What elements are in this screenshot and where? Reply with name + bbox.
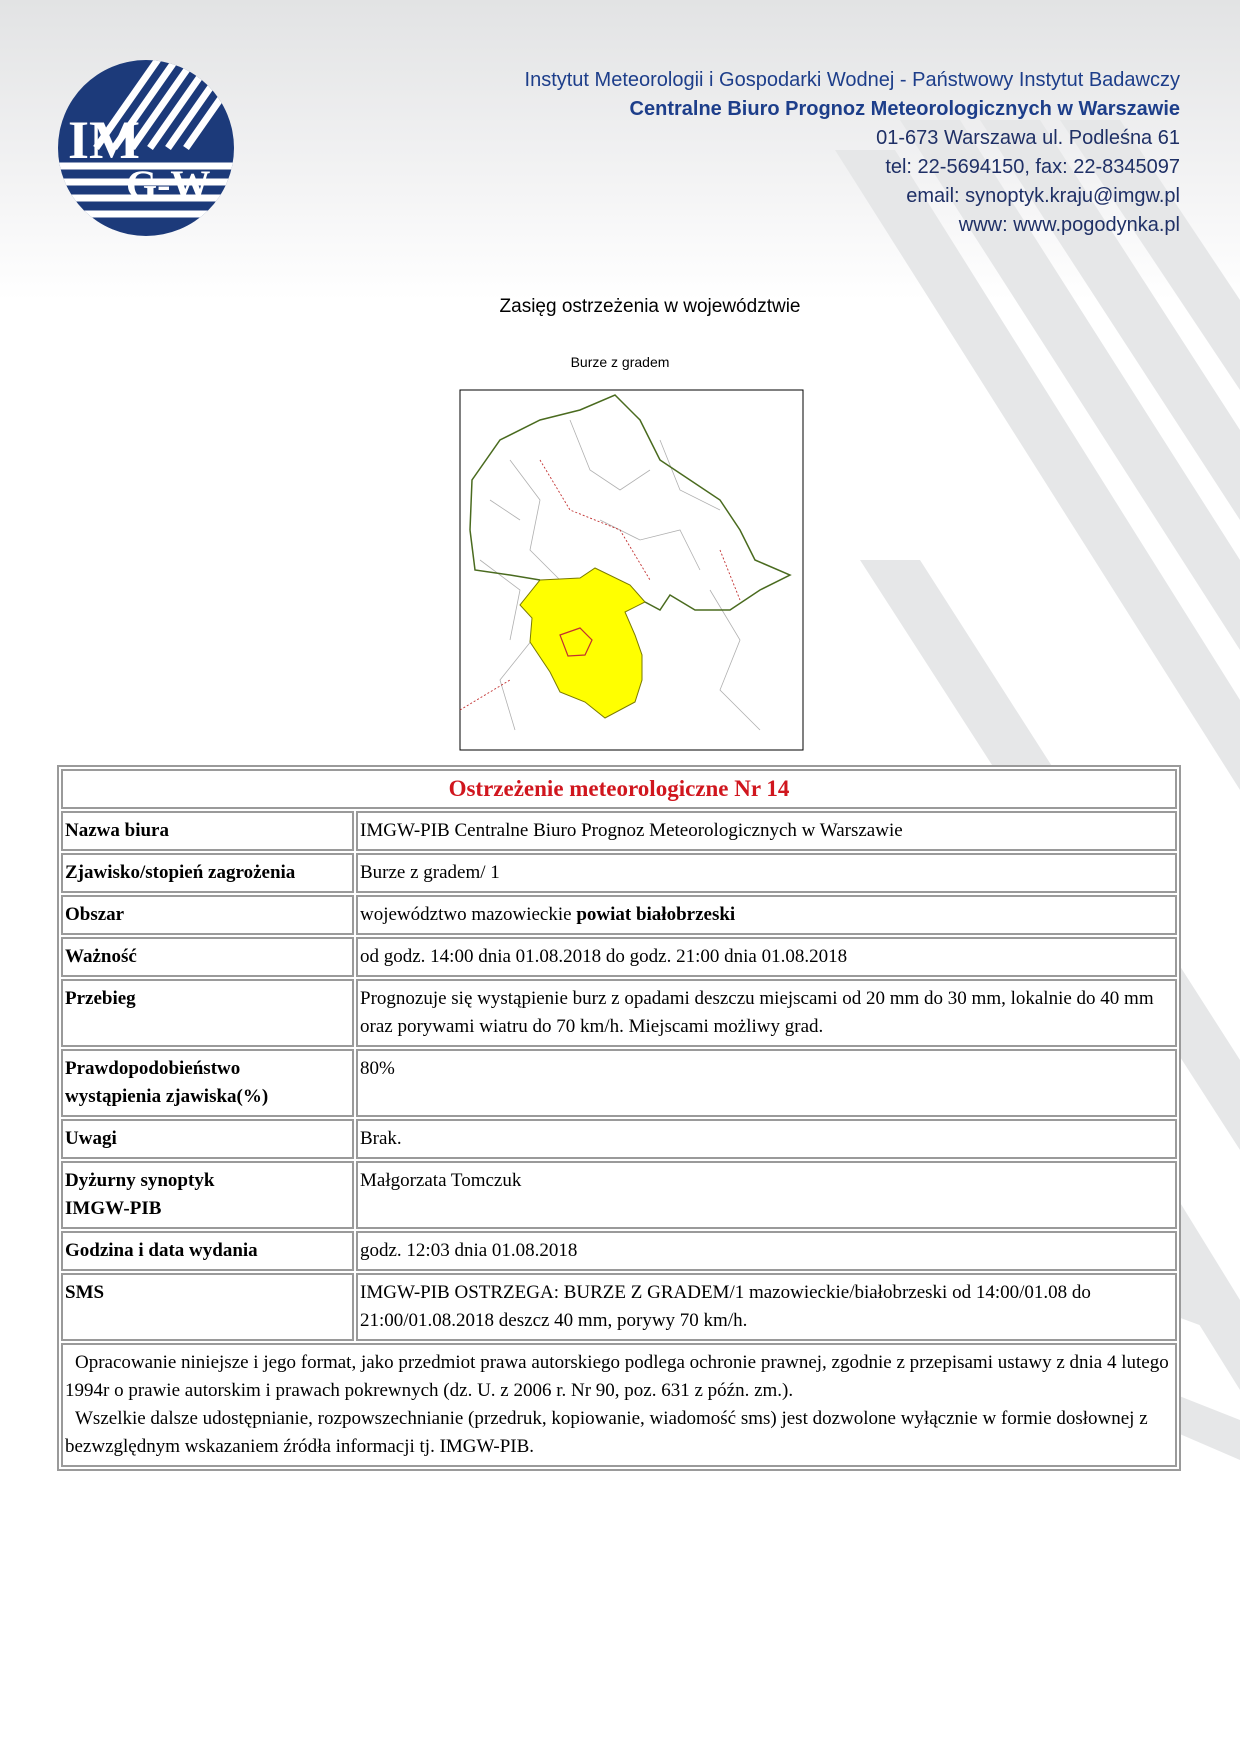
probability-label-line2: wystąpienia zjawiska(%) [65,1086,269,1107]
copyright-footer [61,1343,1177,1467]
probability-value: 80% [356,1049,1177,1117]
table-row [61,1119,1177,1159]
table-row [61,1231,1177,1271]
logo-text-bottom: G-W [126,162,211,207]
website: www: www.pogodynka.pl [958,214,1180,236]
validity-label: Ważność [61,937,354,977]
issued-label: Godzina i data wydania [61,1231,354,1271]
probability-label-line1: Prawdopodobieństwo [65,1058,241,1079]
table-row [61,1343,1177,1467]
synoptic-label-line1: Dyżurny synoptyk [65,1170,215,1191]
imgw-logo [56,58,236,238]
remarks-label: Uwagi [61,1119,354,1159]
warning-table [57,765,1181,1471]
imgw-logo-icon [56,58,236,238]
office-label: Nazwa biura [61,811,354,851]
synoptic-label [61,1161,354,1229]
table-row [61,937,1177,977]
warning-heading: Ostrzeżenie meteorologiczne Nr 14 [61,769,1177,809]
sms-value: IMGW-PIB OSTRZEGA: BURZE Z GRADEM/1 mazowieckie/białobrzeski od 14:00/01.08 do 21:00/01.08.2018 deszcz 40 mm, porywy 70 km/h. [356,1273,1177,1341]
remarks-value: Brak. [356,1119,1177,1159]
table-row [61,1049,1177,1117]
institute-name: Instytut Meteorologii i Gospodarki Wodnej - Państwowy Instytut Badawczy [524,69,1180,91]
sms-label: SMS [61,1273,354,1341]
distribution-text: Wszelkie dalsze udostępnianie, rozpowszechnianie (przedruk, kopiowanie, wiadomość sms) jest dozwolone wyłącznie w formie dosłownej z bezwzględnym wskazaniem źródła informacji tj. IMGW-PIB. [65,1408,1148,1457]
phenomenon-label: Zjawisko/stopień zagrożenia [61,853,354,893]
table-row [61,853,1177,893]
area-label: Obszar [61,895,354,935]
bureau-name: Centralne Biuro Prognoz Meteorologicznych w Warszawie [629,98,1180,120]
area-value-powiat: powiat białobrzeski [576,904,736,925]
logo-text-top: IM [68,110,140,170]
synoptic-label-line2: IMGW-PIB [65,1198,162,1219]
table-row [61,1273,1177,1341]
synoptic-value: Małgorzata Tomczuk [356,1161,1177,1229]
phone-fax: tel: 22-5694150, fax: 22-8345097 [885,156,1180,178]
copyright-text: Opracowanie niniejsze i jego format, jako przedmiot prawa autorskiego podlega ochronie prawnej, zgodnie z przepisami ustawy z dnia 4 lutego 1994r o prawie autorskim i prawach pokrewnych (dz. U. z 2006 r. Nr 90, poz. 631 z późn. zm.). [65,1352,1169,1401]
email: email: synoptyk.kraju@imgw.pl [906,185,1180,207]
course-value: Prognozuje się wystąpienie burz z opadami deszczu miejscami od 20 mm do 30 mm, lokalnie do 40 mm oraz porywami wiatru do 70 km/h. Miejscami możliwy grad. [356,979,1177,1047]
map-title: Zasięg ostrzeżenia w województwie [499,296,801,317]
course-label: Przebieg [61,979,354,1047]
phenomenon-value: Burze z gradem/ 1 [356,853,1177,893]
table-row [61,979,1177,1047]
area-value-voivodeship: województwo mazowieckie [360,904,577,925]
table-row [61,811,1177,851]
probability-label [61,1049,354,1117]
table-row [61,1161,1177,1229]
validity-value: od godz. 14:00 dnia 01.08.2018 do godz. 21:00 dnia 01.08.2018 [356,937,1177,977]
institute-header [525,66,1180,240]
office-value: IMGW-PIB Centralne Biuro Prognoz Meteorologicznych w Warszawie [356,811,1177,851]
area-value [356,895,1177,935]
warning-area-map [420,380,810,760]
table-row [61,895,1177,935]
issued-value: godz. 12:03 dnia 01.08.2018 [356,1231,1177,1271]
address: 01-673 Warszawa ul. Podleśna 61 [876,127,1180,149]
map-subtitle: Burze z gradem [570,354,670,370]
